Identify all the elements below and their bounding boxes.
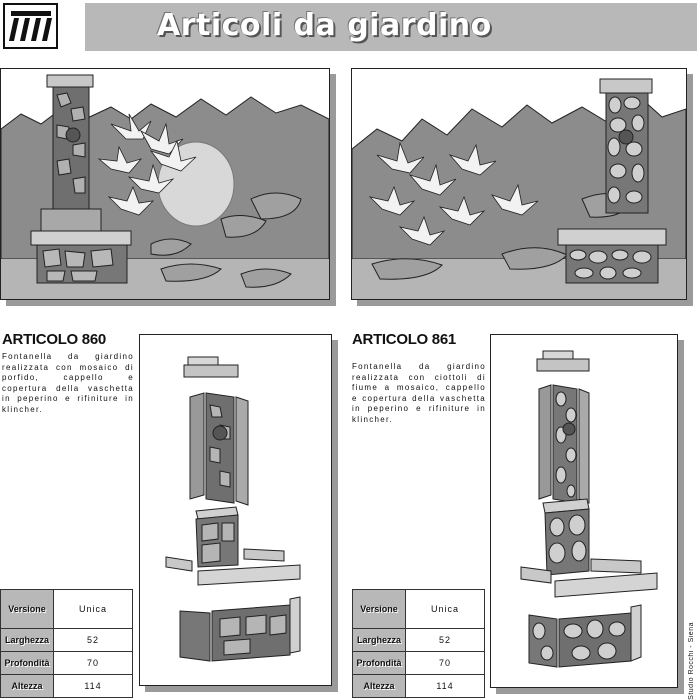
spec-row-version [353, 590, 485, 629]
spec-value-version: Unica [406, 590, 485, 629]
fountain-861-illustration [352, 69, 686, 299]
studio-credit: Studio Rocchi - Siena [688, 622, 695, 700]
logo-mark-icon [5, 5, 56, 47]
spec-label-version: Versione [353, 590, 406, 629]
spec-value-height: 114 [406, 675, 485, 698]
exploded-view-861 [490, 334, 678, 688]
spec-row-depth [1, 652, 133, 675]
spec-row-height [1, 675, 133, 698]
spec-label-depth: Profondità [1, 652, 54, 675]
article-title-861: ARTICOLO 861 [352, 331, 456, 348]
spec-label-depth: Profondità [353, 652, 406, 675]
exploded-view-860-drawing [140, 335, 331, 685]
garden-scene-861 [351, 68, 687, 300]
spec-row-width [353, 629, 485, 652]
garden-scene-860 [0, 68, 330, 300]
spec-value-width: 52 [54, 629, 133, 652]
spec-label-width: Larghezza [353, 629, 406, 652]
spec-value-depth: 70 [54, 652, 133, 675]
spec-label-width: Larghezza [1, 629, 54, 652]
article-title-860: ARTICOLO 860 [2, 331, 106, 348]
spec-row-height [353, 675, 485, 698]
spec-value-depth: 70 [406, 652, 485, 675]
spec-value-width: 52 [406, 629, 485, 652]
exploded-view-861-drawing [491, 335, 677, 687]
spec-row-width [1, 629, 133, 652]
spec-value-version: Unica [54, 590, 133, 629]
spec-table-860 [0, 589, 133, 698]
spec-label-height: Altezza [1, 675, 54, 698]
article-description-860: Fontanella da giardino realizzata con mosaico di porfido, cappello e copertura della vaschetta in peperino e rifiniture in klincher. [2, 352, 134, 414]
spec-label-version: Versione [1, 590, 54, 629]
page-title: Articoli da giardino [157, 8, 492, 43]
exploded-view-860 [139, 334, 332, 686]
company-logo [3, 3, 58, 49]
spec-row-depth [353, 652, 485, 675]
spec-row-version [1, 590, 133, 629]
article-description-861: Fontanella da giardino realizzata con ciottoli di fiume a mosaico, cappello e copertura della vaschetta in peperino e rifiniture in klincher. [352, 362, 486, 424]
spec-label-height: Altezza [353, 675, 406, 698]
spec-table-861 [352, 589, 485, 698]
fountain-860-illustration [1, 69, 329, 299]
spec-value-height: 114 [54, 675, 133, 698]
